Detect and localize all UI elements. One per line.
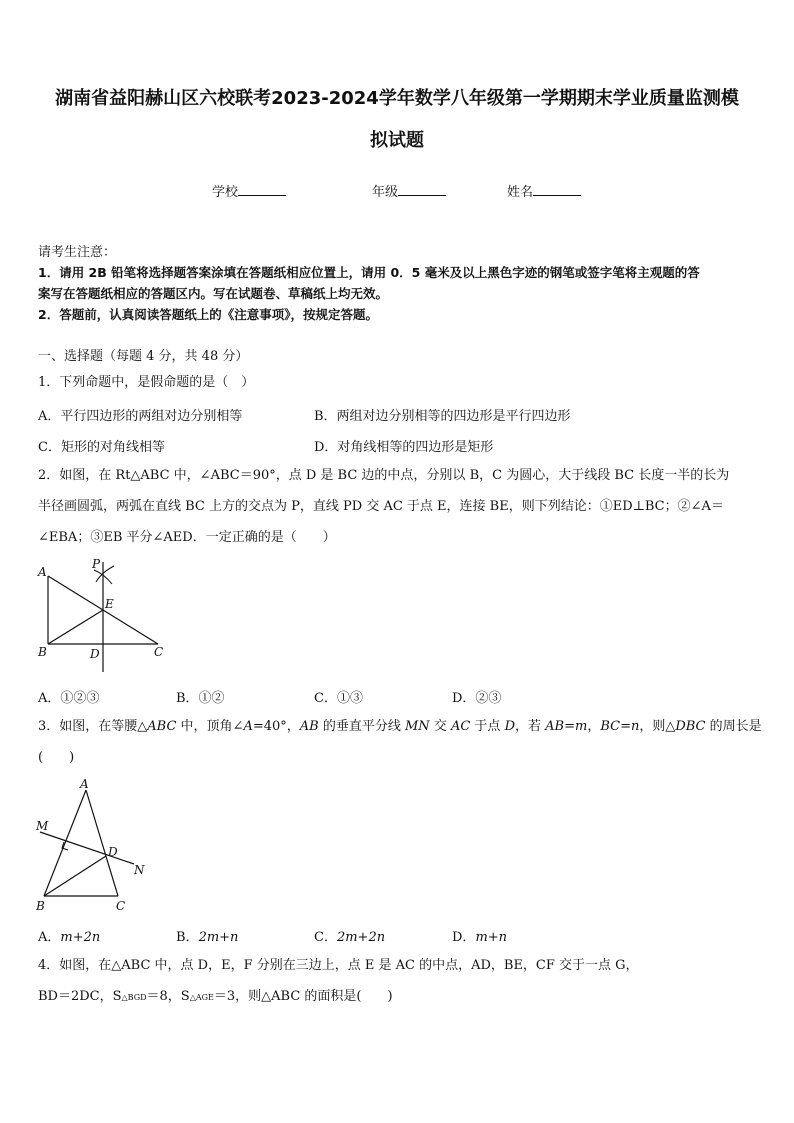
q3-answer-paren: ( ) [38,750,75,765]
q3-label-b: B [36,899,45,913]
q4-subscript: △BGD [121,993,147,1002]
q2-option-d: D．②③ [452,691,502,706]
notice-item2: 2．答题前，认真阅读答题纸上的《注意事项》，按规定答题。 [38,307,378,322]
q3-label-n: N [134,863,145,877]
q3-option-d [452,926,507,945]
q3-option-c-prefix: C． [314,930,337,945]
q3-segment-bd [44,856,106,896]
q3-text: 交 [429,719,451,734]
q3-text: ，则△ [639,719,676,734]
q3-var: DBC [675,719,706,734]
q4-text: ＝3，则△ABC 的面积是( ) [213,989,393,1004]
school-field [212,181,286,200]
q2-stem-line3: ∠EBA；③EB 平分∠AED．一定正确的是（ ） [38,530,336,545]
school-label: 学校 [212,185,239,200]
q3-text: ，若 [515,719,546,734]
q2-label-e: E [105,597,114,611]
q3-line-mn [40,832,134,864]
name-field [507,181,581,200]
notice-heading: 请考生注意： [38,245,117,260]
q2-option-c: C．①③ [314,691,363,706]
q3-text: 的周长是 [705,719,762,734]
q4-subscript: △AGE [189,993,214,1002]
q1-stem: 1．下列命题中，是假命题的是（ ） [38,375,255,390]
q3-figure [30,772,160,916]
q3-option-b-value: 2m+n [198,930,239,945]
q3-side-ac [86,790,118,896]
q3-var: A [243,719,253,734]
q4-text: BD＝2DC，S [38,989,122,1004]
q2-figure [30,552,180,684]
q2-stem-line2: 半径画圆弧，两弧在直线 BC 上方的交点为 P，直线 PD 交 AC 于点 E，连接 BE，则下列结论：①ED⊥BC；②∠A＝ [38,499,724,514]
page-title-line1: 湖南省益阳赫山区六校联考2023-2024学年数学八年级第一学期期末学业质量监测模 [55,88,739,109]
q3-var: D [504,719,515,734]
notice-item1-line1: 1．请用 2B 铅笔将选择题答案涂填在答题纸相应位置上，请用 0．5 毫米及以上黑色字迹的钢笔或签字笔将主观题的答 [38,265,700,280]
q3-option-a-value: m+2n [60,930,101,945]
q4-stem-line2 [38,988,393,1007]
q3-text: =40°， [252,719,300,734]
name-blank [533,182,581,196]
q2-label-b: B [38,645,47,659]
q2-option-a: A．①②③ [38,691,100,706]
q2-option-b: B．①② [176,691,225,706]
q2-label-c: C [154,645,164,659]
q3-text: ， [587,719,601,734]
q3-text: 3．如图，在等腰△ [38,719,148,734]
q3-option-b-prefix: B． [176,930,199,945]
q3-var: BC=n [600,719,640,734]
q3-option-c-value: 2m+2n [336,930,386,945]
q2-label-p: P [92,557,101,571]
grade-label: 年级 [372,185,399,200]
q3-var: AB [299,719,319,734]
q3-label-a: A [80,777,89,791]
q3-option-a-prefix: A． [38,930,61,945]
q3-label-d: D [108,845,118,859]
q2-stem-line1: 2．如图，在 Rt△ABC 中，∠ABC＝90°，点 D 是 BC 边的中点，分别以 B，C 为圆心，大于线段 BC 长度一半的长为 [38,468,730,483]
q2-label-d: D [90,647,100,661]
q3-option-d-prefix: D． [452,930,476,945]
section-heading: 一、选择题（每题 4 分，共 48 分） [38,349,249,364]
q1-option-d: D．对角线相等的四边形是矩形 [314,440,494,455]
q2-label-a: A [38,565,47,579]
grade-field [372,181,446,200]
q1-option-b: B．两组对边分别相等的四边形是平行四边形 [314,409,571,424]
q3-option-c [314,926,385,945]
q3-text: 于点 [470,719,505,734]
q1-option-a: A．平行四边形的两组对边分别相等 [38,409,243,424]
q3-var: AB=m [545,719,588,734]
q4-stem-line1: 4．如图，在△ABC 中，点 D，E，F 分别在三边上，点 E 是 AC 的中点，AD，BE，CF 交于一点 G， [38,958,639,973]
q1-option-c: C．矩形的对角线相等 [38,440,165,455]
q3-label-c: C [116,899,126,913]
q3-text: 中，顶角∠ [176,719,244,734]
q3-option-d-value: m+n [475,930,508,945]
q3-side-ab [44,790,86,896]
q3-text: 的垂直平分线 [318,719,405,734]
q3-var: AC [450,719,471,734]
q3-var: MN [405,719,430,734]
q3-option-b [176,926,238,945]
name-label: 姓名 [507,185,534,200]
q3-var: ABC [147,719,177,734]
grade-blank [398,182,446,196]
q3-option-a [38,926,100,945]
q3-label-m: M [36,819,49,833]
notice-item1-line2: 案写在答题纸相应的答题区内。写在试题卷、草稿纸上均无效。 [38,286,389,301]
q4-text: ＝8，S [146,989,190,1004]
q2-segment-be [48,610,103,644]
page-title-line2: 拟试题 [370,130,424,151]
q3-stem-line1 [38,718,762,736]
school-blank [238,182,286,196]
